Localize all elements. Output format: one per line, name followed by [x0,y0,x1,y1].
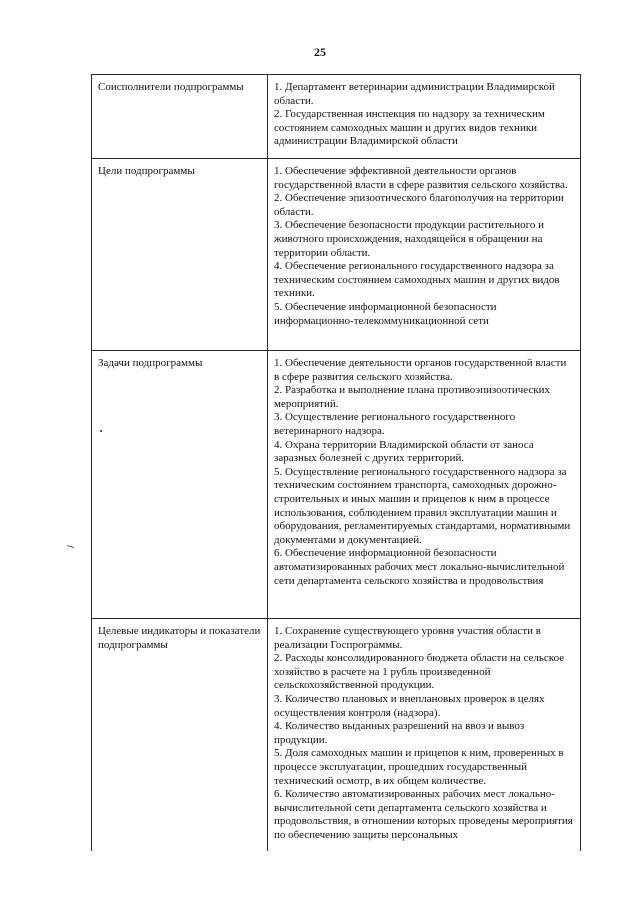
subprogram-passport-table [91,74,581,851]
list-item: 1. Обеспечение деятельности органов государственной власти в сфере развития сельского хозяйства. [274,357,567,383]
row-content [268,619,581,851]
scan-speck [67,545,74,548]
row-label: Соисполнители подпрограммы [92,75,268,159]
row-content [268,159,581,351]
list-item: 5. Обеспечение информационной безопасности информационно-телекоммуникационной сети [274,300,497,327]
list-item: 4. Охрана территории Владимирской области от заноса заразных болезней с других территорий. [274,438,534,465]
list-item: 1. Сохранение существующего уровня участия области в реализации Госпрограммы. [274,625,541,651]
row-label: Цели подпрограммы [92,159,268,351]
list-item: 3. Обеспечение безопасности продукции растительного и животного происхождения, находящейся в обращении на территории области. [274,219,544,259]
list-item: 5. Осуществление регионального государственного надзора за техническим состоянием транспорта, самоходных дорожно-строительных и иных машин и прицепов к ним в процессе использования, соблюдением правил эксплуатации машин и оборудования, регламентируемых стандартами, нормативными документами и документацией. [274,465,571,546]
scan-speck [100,430,102,432]
list-item: 5. Доля самоходных машин и прицепов к ним, проверенных в процессе эксплуатации, прошедших государственный технический осмотр, в их общем количестве. [274,747,564,787]
list-item: 6. Обеспечение информационной безопасности автоматизированных рабочих мест локально-вычислительной сети департамента сельского хозяйства и продовольствия [274,547,565,587]
list-item: 2. Государственная инспекция по надзору за техническим состоянием самоходных машин и других видов техники администрации Владимирской области [274,108,545,148]
row-label: Задачи подпрограммы [92,351,268,619]
list-item: 4. Обеспечение регионального государственного надзора за техническим состоянием самоходных машин и других видов техники. [274,260,560,300]
list-item: 2. Разработка и выполнение плана противоэпизоотических мероприятий. [274,384,551,410]
list-item: 3. Количество плановых и внеплановых проверок в целях осуществления контроля (надзора). [274,692,545,719]
list-item: 4. Количество выданных разрешений на ввоз и вывоз продукции. [274,720,525,746]
list-item: 1. Обеспечение эффективной деятельности органов государственной власти в сфере развития сельского хозяйства. [274,165,568,191]
table-row [92,159,581,351]
list-item: 2. Расходы консолидированного бюджета области на сельское хозяйство в расчете на 1 рубль произведенной сельскохозяйственной продукции. [274,652,565,692]
row-content [268,351,581,619]
table-row [92,619,581,851]
list-item: 3. Осуществление регионального государственного ветеринарного надзора. [274,411,516,437]
table-row [92,351,581,619]
page-number: 25 [314,45,326,59]
list-item: 6. Количество автоматизированных рабочих мест локально-вычислительной сети департамента сельского хозяйства и продовольствия, в отношении которых проведены мероприятия по обеспечению защиты персональных [274,788,573,841]
table-row [92,75,581,159]
list-item: 1. Департамент ветеринарии администрации Владимирской области. [274,81,555,107]
list-item: 2. Обеспечение эпизоотического благополучия на территории области. [274,192,564,218]
row-content [268,75,581,159]
row-label: Целевые индикаторы и показатели подпрограммы [92,619,268,851]
